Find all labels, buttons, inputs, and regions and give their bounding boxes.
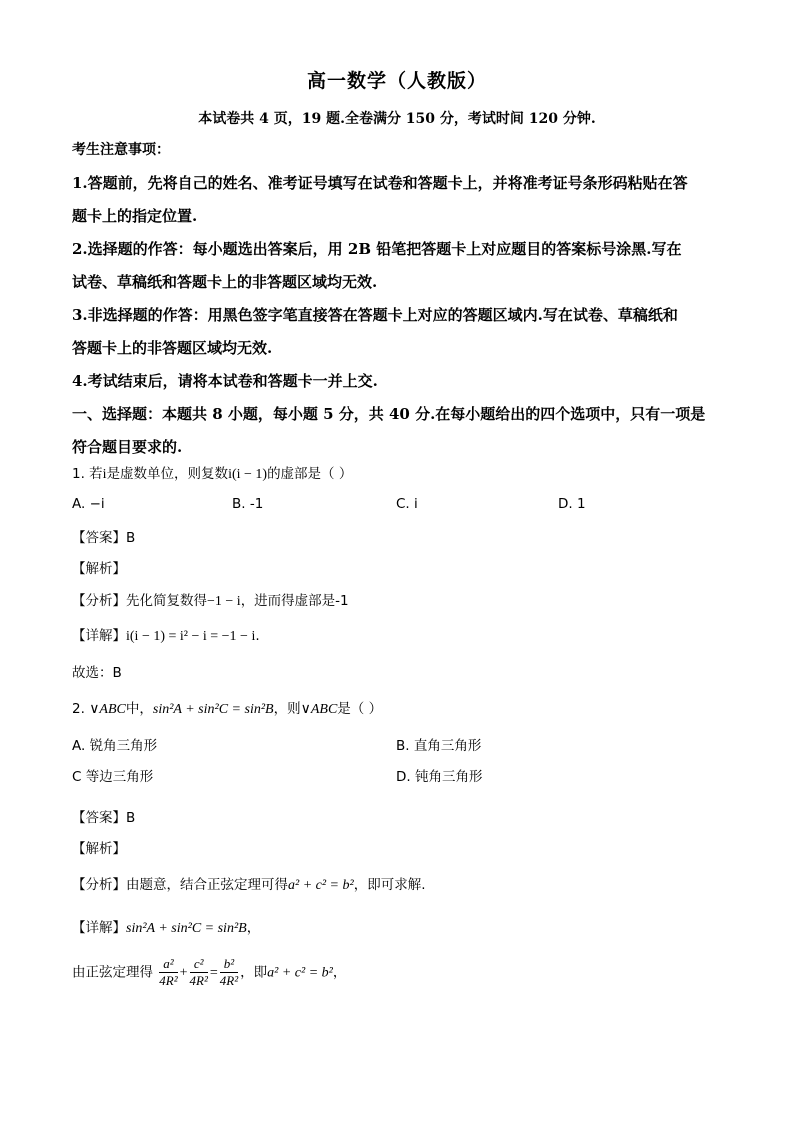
page-title: 高一数学（人教版） <box>306 70 487 92</box>
notice-item-1-line-1: 1.答题前，先将自己的姓名、准考证号填写在试卷和答题卡上，并将准考证号条形码粘贴在答 <box>72 174 688 192</box>
q1-option-d: D. 1 <box>558 496 586 512</box>
question-2-stem: 2. ∨ABC中，sin²A + sin²C = sin²B，则∨ABC是（ ） <box>72 701 383 717</box>
section-heading-line-1: 一、选择题：本题共 8 小题，每小题 5 分，共 40 分.在每小题给出的四个选项中，只有一项是 <box>72 405 706 423</box>
q2-option-a: A. 锐角三角形 <box>72 738 158 754</box>
q2-fenxi: 【分析】由题意，结合正弦定理可得a² + c² = b²，即可求解. <box>72 877 426 893</box>
exam-info: 本试卷共 4 页，19 题.全卷满分 150 分，考试时间 120 分钟. <box>198 111 596 127</box>
notice-block <box>72 134 732 464</box>
notice-item-3-line-1: 3.非选择题的作答：用黑色签字笔直接答在答题卡上对应的答题区域内.写在试卷、草稿纸和 <box>72 306 678 324</box>
q1-fenxi: 【分析】先化简复数得−1 − i，进而得虚部是-1 <box>72 593 349 609</box>
notice-item-2-line-2: 试卷、草稿纸和答题卡上的非答题区域均无效. <box>72 273 378 291</box>
fraction-c: $\frac{\text{c²}}{\text{4R²}}$ <box>189 956 208 988</box>
complex-expression: i(i − 1) <box>228 467 268 482</box>
section-heading-line-2: 符合题目要求的. <box>72 438 183 456</box>
notice-item-1-line-2: 题卡上的指定位置. <box>72 207 198 225</box>
q2-answer: 【答案】B <box>72 810 136 826</box>
notice-item-3-line-2: 答题卡上的非答题区域均无效. <box>72 339 273 357</box>
q2-option-b: B. 直角三角形 <box>396 738 482 754</box>
q1-option-c: C. i <box>396 496 418 512</box>
notice-item-4: 4.考试结束后，请将本试卷和答题卡一并上交. <box>72 372 378 390</box>
q2-option-d: D. 钝角三角形 <box>396 769 483 785</box>
q1-detail: 【详解】i(i − 1) = i² − i = −1 − i. <box>72 628 260 644</box>
q1-option-a: A. −i <box>72 496 105 512</box>
q1-answer: 【答案】B <box>72 530 136 546</box>
q2-detail: 【详解】sin²A + sin²C = sin²B， <box>72 920 261 936</box>
q2-analysis-tag: 【解析】 <box>72 841 126 857</box>
q1-choose: 故选：B <box>72 665 122 681</box>
notice-heading: 考生注意事项： <box>72 142 170 158</box>
q2-law-of-sines: 由正弦定理得 $\frac{\text{a²}}{\text{4R²}}$ + $\frac{\text{c²}}{\text{4R²}}$ = $\frac{\text{b²}}{\text{4R²}}$ ，即a² + c² = b²， <box>72 956 347 988</box>
imaginary-unit: i <box>102 467 107 482</box>
fraction-b: $\frac{\text{b²}}{\text{4R²}}$ <box>219 956 239 988</box>
fraction-a: $\frac{\text{a²}}{\text{4R²}}$ <box>159 956 178 988</box>
q1-option-b: B. -1 <box>232 496 264 512</box>
q2-equation: sin²A + sin²C = sin²B <box>152 702 274 717</box>
q2-option-c: C 等边三角形 <box>72 769 154 785</box>
question-1-stem: 1. 若i是虚数单位，则复数i(i − 1)的虚部是（ ） <box>72 466 353 482</box>
q1-analysis-tag: 【解析】 <box>72 561 126 577</box>
notice-item-2-line-1: 2.选择题的作答：每小题选出答案后，用 2B 铅笔把答题卡上对应题目的答案标号涂黑.写在 <box>72 240 682 258</box>
